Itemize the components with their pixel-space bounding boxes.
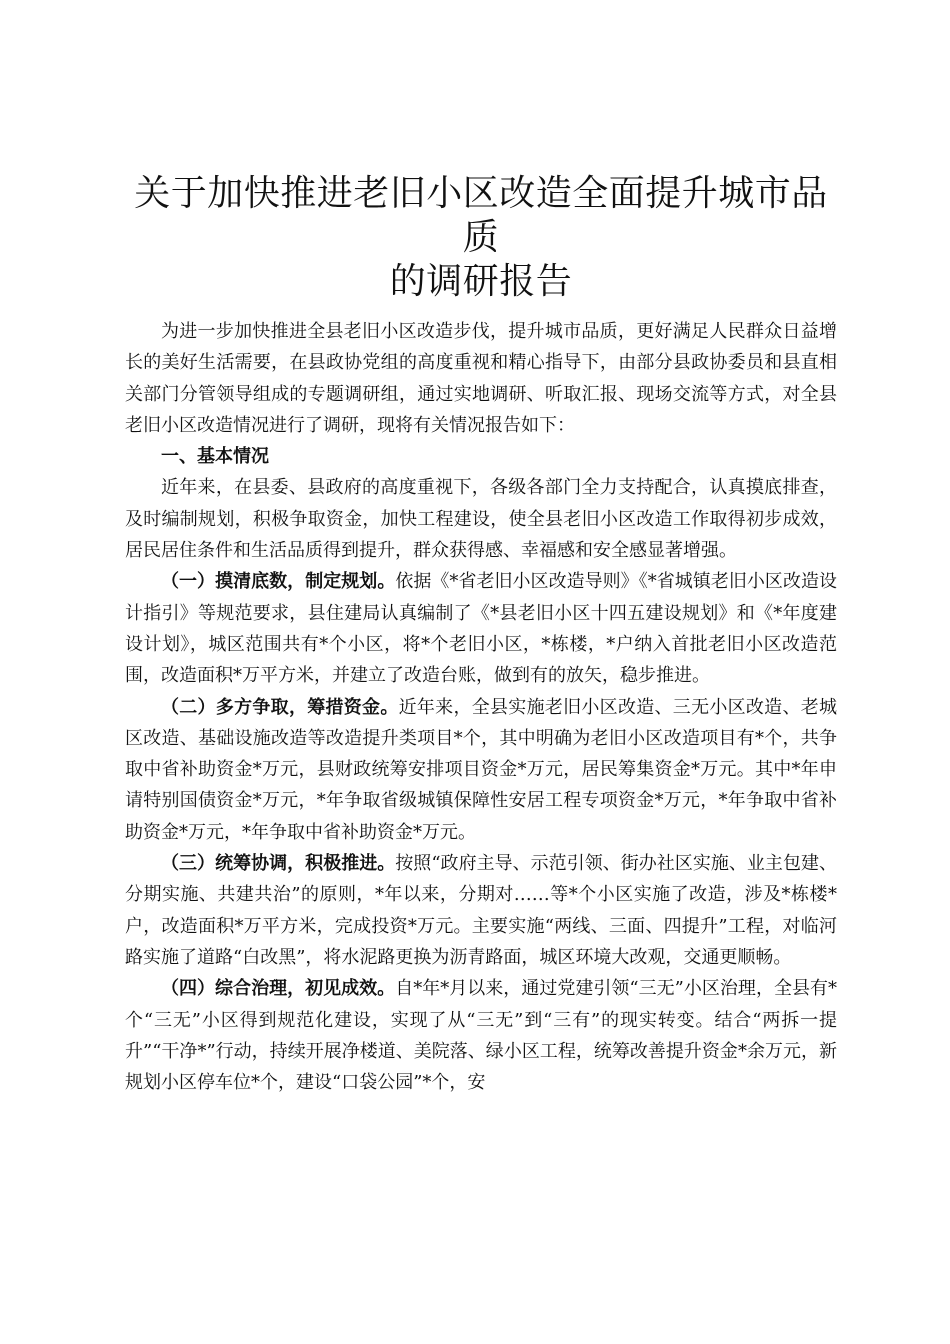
- item-paragraph-3: [125, 848, 837, 973]
- item-paragraph-2: [125, 692, 837, 848]
- item-paragraph-4: [125, 973, 837, 1098]
- item-lead-2: （二）多方争取，筹措资金。: [161, 696, 399, 718]
- document-body: [125, 316, 837, 1098]
- item-lead-4: （四）综合治理，初见成效。: [161, 978, 396, 1000]
- intro-paragraph: 为进一步加快推进全县老旧小区改造步伐，提升城市品质，更好满足人民群众日益增长的美好生活需要，在县政协党组的高度重视和精心指导下，由部分县政协委员和县直相关部门分管领导组成的专题调研组，通过实地调研、听取汇报、现场交流等方式，对全县老旧小区改造情况进行了调研，现将有关情况报告如下：: [125, 321, 837, 436]
- document-title: [125, 172, 837, 304]
- item-lead-1: （一）摸清底数，制定规划。: [161, 571, 396, 593]
- section-heading-basic: 一、基本情况: [161, 446, 269, 468]
- section-paragraph-basic: 近年来，在县委、县政府的高度重视下，各级各部门全力支持配合，认真摸底排查，及时编制规划，积极争取资金，加快工程建设，使全县老旧小区改造工作取得初步成效，居民居住条件和生活品质得到提升，群众获得感、幸福感和安全感显著增强。: [125, 477, 837, 562]
- item-text-1: 依据《*省老旧小区改造导则》《*省城镇老旧小区改造设计指引》等规范要求，县住建局认真编制了《*县老旧小区十四五建设规划》和《*年度建设计划》，城区范围共有*个小区，将*个老旧小区，*栋楼，*户纳入首批老旧小区改造范围，改造面积*万平方米，并建立了改造台账，做到有的放矢，稳步推进。: [125, 571, 837, 687]
- item-text-2: 近年来，全县实施老旧小区改造、三无小区改造、老城区改造、基础设施改造等改造提升类项目*个，其中明确为老旧小区改造项目有*个，共争取中省补助资金*万元，县财政统筹安排项目资金*万元，居民筹集资金*万元。其中*年申请特别国债资金*万元，*年争取省级城镇保障性安居工程专项资金*万元，*年争取中省补助资金*万元，*年争取中省补助资金*万元。: [125, 696, 838, 843]
- item-text-4: 自*年*月以来，通过党建引领“三无”小区治理，全县有*个“三无”小区得到规范化建设，实现了从“三无”到“三有”的现实转变。结合“两拆一提升”“干净*”行动，持续开展净楼道、美院落、绿小区工程，统筹改善提升资金*余万元，新规划小区停车位*个，建设“口袋公园”*个，安: [125, 978, 838, 1094]
- item-lead-3: （三）统筹协调，积极推进。: [161, 853, 396, 875]
- item-paragraph-1: [125, 566, 837, 691]
- item-text-3: 按照“政府主导、示范引领、街办社区实施、业主包建、分期实施、共建共治”的原则，*年以来，分期对……等*个小区实施了改造，涉及*栋楼*户，改造面积*万平方米，完成投资*万元。主要实施“两线、三面、四提升”工程，对临河路实施了道路“白改黑”，将水泥路更换为沥青路面，城区环境大改观，交通更顺畅。: [125, 853, 837, 968]
- document-page: [125, 172, 837, 1098]
- title-line-2: 的调研报告: [389, 261, 573, 302]
- title-line-1: 关于加快推进老旧小区改造全面提升城市品质: [134, 173, 828, 258]
